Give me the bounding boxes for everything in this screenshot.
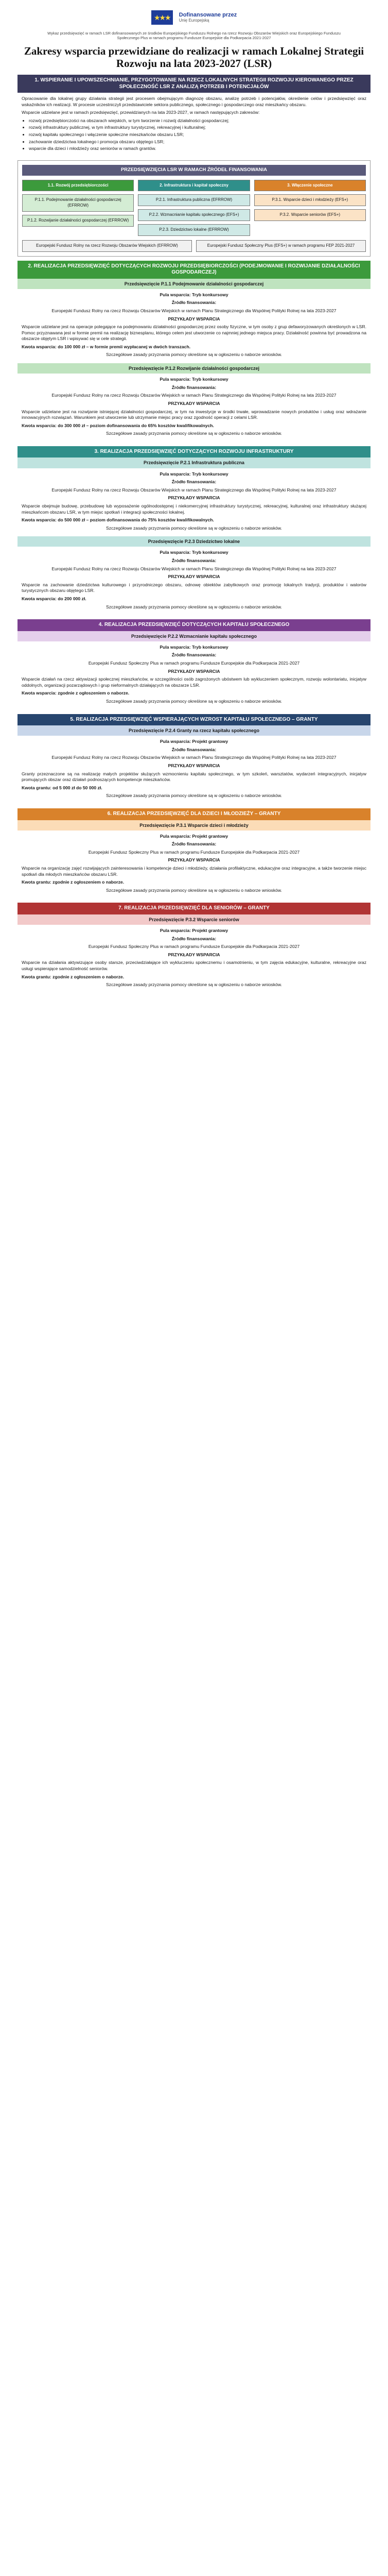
funding-source: Europejski Fundusz Społeczny Plus w ramach programu Fundusze Europejskie dla Podkarpacia 2021-2027 — [88, 849, 300, 855]
support-description: Granty przeznaczone są na realizację małych projektów służących wzmocnieniu kapitału społecznego, w tym szkoleń, warsztatów, wydarzeń integracyjnych, inicjatyw promujących obszar oraz działań podnoszących kompetencje mieszkańców. — [22, 771, 366, 783]
section-1-list — [29, 118, 366, 152]
strategy-diagram — [17, 160, 371, 257]
undertaking-body — [17, 374, 371, 442]
section-1-p1: Opracowanie dla lokalnej grupy działania strategii jest procesem obejmującym diagnozę obszaru, analizę potrzeb i potencjałów, określenie celów i przedsięwzięć oraz wskaźników ich realizacji. W procesie uczestniczyli przedstawiciele sektora publicznego, społecznego i gospodarczego oraz mieszkańcy obszaru. — [22, 96, 366, 107]
section-head: 3. REALIZACJA PRZEDSIĘWZIĘĆ DOTYCZĄCYCH ROZWOJU INFRASTRUKTURY — [17, 446, 371, 458]
support-description: Wsparcie działań na rzecz aktywizacji społecznej mieszkańców, w szczególności osób zagrożonych ubóstwem lub wykluczeniem społecznym, rozwoju wolontariatu, inicjatyw oddolnych, organizacji pozarządowych i grup nieformalnych działających na obszarze LSR. — [22, 676, 366, 688]
support-description: Wsparcie obejmuje budowę, przebudowę lub wyposażenie ogólnodostępnej i niekomercyjnej infrastruktury turystycznej, rekreacyjnej, kulturalnej oraz infrastruktury służącej mieszkańcom obszaru LSR, w tym miejsc spotkań i integracji społeczności lokalnej. — [22, 503, 366, 515]
diagram-column-1 — [22, 180, 134, 236]
section-head: 7. REALIZACJA PRZEDSIĘWZIĘĆ DLA SENIORÓW – GRANTY — [17, 903, 371, 914]
logo-main-text: Dofinansowane przez — [179, 11, 237, 18]
support-note: Szczegółowe zasady przyznania pomocy określone są w ogłoszeniu o naborze wniosków. — [105, 982, 283, 988]
funding-label: Źródło finansowania: — [171, 747, 217, 752]
diagram-item: P.3.1. Wsparcie dzieci i młodzieży (EFS+) — [254, 194, 366, 206]
undertaking-body — [17, 289, 371, 363]
funding-label: Źródło finansowania: — [171, 558, 217, 564]
diagram-item: P.3.2. Wsparcie seniorów (EFS+) — [254, 209, 366, 221]
support-label: PRZYKŁADY WSPARCIA — [168, 400, 220, 406]
budget-mode: Pula wsparcia: Tryb konkursowy — [160, 377, 228, 382]
funding-source: Europejski Fundusz Rolny na rzecz Rozwoju Obszarów Wiejskich w ramach Planu Strategicznego dla Wspólnej Polityki Rolnej na lata 2023-2027 — [51, 393, 337, 398]
support-label: PRZYKŁADY WSPARCIA — [168, 668, 220, 674]
diagram-goal-1: 1.1. Rozwój przedsiębiorczości — [22, 180, 134, 192]
budget-mode: Pula wsparcia: Projekt grantowy — [160, 833, 228, 839]
support-note: Szczegółowe zasady przyznania pomocy określone są w ogłoszeniu o naborze wniosków. — [105, 699, 283, 704]
logo-text — [179, 12, 237, 24]
funding-source: Europejski Fundusz Rolny na rzecz Rozwoju Obszarów Wiejskich w ramach Planu Strategicznego dla Wspólnej Polityki Rolnej na lata 2023-2027 — [51, 308, 337, 313]
support-description: Wsparcie na organizację zajęć rozwijających zainteresowania i kompetencje dzieci i młodzieży, działania profilaktyczne, edukacyjne oraz integracyjne, a także tworzenie miejsc spotkań dla młodych mieszkańców obszaru LSR. — [22, 866, 366, 877]
funding-label: Źródło finansowania: — [171, 936, 217, 941]
undertaking-body — [17, 468, 371, 537]
section-head: 6. REALIZACJA PRZEDSIĘWZIĘĆ DLA DZIECI I MŁODZIEŻY – GRANTY — [17, 808, 371, 820]
support-amount: Kwota wsparcia: do 200 000 zł. — [22, 596, 86, 602]
diagram-funding-sources — [22, 240, 366, 252]
logo-sub-text: Unię Europejską — [179, 18, 209, 23]
support-amount: Kwota wsparcia: do 500 000 zł – poziom dofinansowania do 75% kosztów kwalifikowalnych. — [22, 517, 214, 523]
list-item: • wsparcie dla dzieci i młodzieży oraz seniorów w ramach grantów. — [29, 146, 366, 152]
undertaking-body — [17, 925, 371, 993]
support-label: PRZYKŁADY WSPARCIA — [168, 857, 220, 863]
section-1-head: 1. WSPIERANIE I UPOWSZECHNIANIE, PRZYGOTOWANIE NA RZECZ LOKALNYCH STRATEGII ROZWOJU KIEROWANEGO PRZEZ SPOŁECZNOŚĆ LSR Z ANALIZĄ POTRZEB I POTENCJAŁÓW — [17, 75, 371, 93]
undertaking-title: Przedsięwzięcie P.2.1 Infrastruktura publiczna — [17, 457, 371, 468]
undertaking-body — [17, 831, 371, 899]
budget-mode: Pula wsparcia: Tryb konkursowy — [160, 292, 228, 297]
support-amount: Kwota wsparcia: zgodnie z ogłoszeniem o naborze. — [22, 690, 130, 696]
undertaking-title: Przedsięwzięcie P.3.1 Wsparcie dzieci i młodzieży — [17, 820, 371, 831]
diagram-item: P.2.1. Infrastruktura publiczna (EFRROW) — [138, 194, 250, 206]
eu-flag-icon: ★★★ — [151, 10, 173, 25]
support-sections — [17, 261, 371, 997]
budget-mode: Pula wsparcia: Tryb konkursowy — [160, 550, 228, 555]
budget-mode: Pula wsparcia: Projekt grantowy — [160, 928, 228, 934]
funding-source: Europejski Fundusz Rolny na rzecz Rozwoju Obszarów Wiejskich w ramach Planu Strategicznego dla Wspólnej Polityki Rolnej na lata 2023-2027 — [51, 566, 337, 571]
support-note: Szczegółowe zasady przyznania pomocy określone są w ogłoszeniu o naborze wniosków. — [105, 604, 283, 609]
undertaking-body — [17, 547, 371, 615]
funding-source: Europejski Fundusz Rolny na rzecz Rozwoju Obszarów Wiejskich w ramach Planu Strategicznego dla Wspólnej Polityki Rolnej na lata 2023-2027 — [51, 487, 337, 493]
funding-source: Europejski Fundusz Rolny na rzecz Rozwoju Obszarów Wiejskich w ramach Planu Strategicznego dla Wspólnej Polityki Rolnej na lata 2023-2027 — [51, 755, 337, 760]
list-item: • rozwój przedsiębiorczości na obszarach wiejskich, w tym tworzenie i rozwój działalności gospodarczej; — [29, 118, 366, 124]
section-spacer — [17, 710, 371, 714]
funding-label: Źródło finansowania: — [171, 479, 217, 485]
diagram-title: PRZEDSIĘWZIĘCIA LSR W RAMACH ŹRÓDEŁ FINANSOWANIA — [22, 165, 366, 176]
support-label: PRZYKŁADY WSPARCIA — [168, 574, 220, 580]
undertaking-body — [17, 641, 371, 710]
diagram-item: P.1.2. Rozwijanie działalności gospodarczej (EFRROW) — [22, 215, 134, 227]
section-1-body — [17, 93, 371, 156]
support-note: Szczegółowe zasady przyznania pomocy określone są w ogłoszeniu o naborze wniosków. — [105, 887, 283, 893]
section-spacer — [17, 615, 371, 619]
header-note: Wykaz przedsięwzięć w ramach LSR dofinansowanych ze środków Europejskiego Funduszu Rolnego na rzecz Rozwoju Obszarów Wiejskich oraz Europejskiego Funduszu Społecznego Plus w ramach programu Fundusze Europejskie dla Podkarpacia 2021-2027 — [47, 31, 341, 41]
section-head: 2. REALIZACJA PRZEDSIĘWZIĘĆ DOTYCZĄCYCH ROZWOJU PRZEDSIĘBIORCZOŚCI (PODEJMOWANIE I ROZWIJANIE DZIAŁALNOŚCI GOSPODARCZEJ) — [17, 261, 371, 279]
support-description: Wsparcie udzielane jest na rozwijanie istniejącej działalności gospodarczej, w tym na inwestycje w środki trwałe, wprowadzanie nowych produktów i usług oraz wdrażanie innowacyjnych rozwiązań. Warunkiem jest utworzenie lub utrzymanie miejsc pracy oraz zgodność operacji z celami LSR. — [22, 409, 366, 420]
list-item: • rozwój kapitału społecznego i włączenie społeczne mieszkańców obszaru LSR; — [29, 132, 366, 138]
section-spacer — [17, 442, 371, 446]
support-amount: Kwota wsparcia: do 300 000 zł – poziom dofinansowania do 65% kosztów kwalifikowalnych. — [22, 422, 214, 428]
diagram-column-2 — [138, 180, 250, 236]
section-head: 4. REALIZACJA PRZEDSIĘWZIĘĆ DOTYCZĄCYCH KAPITAŁU SPOŁECZNEGO — [17, 619, 371, 631]
logo-bar — [17, 7, 371, 28]
undertaking-title: Przedsięwzięcie P.1.1 Podejmowanie działalności gospodarczej — [17, 279, 371, 289]
list-item: • rozwój infrastruktury publicznej, w tym infrastruktury turystycznej, rekreacyjnej i kulturalnej; — [29, 125, 366, 131]
support-label: PRZYKŁADY WSPARCIA — [168, 763, 220, 769]
funding-source: Europejski Fundusz Społeczny Plus w ramach programu Fundusze Europejskie dla Podkarpacia 2021-2027 — [88, 944, 300, 950]
diagram-column-3 — [254, 180, 366, 236]
support-amount: Kwota wsparcia: do 100 000 zł – w formie premii wypłacanej w dwóch transzach. — [22, 344, 191, 349]
diagram-item: P.1.1. Podejmowanie działalności gospodarczej (EFRROW) — [22, 194, 134, 212]
funding-source: Europejski Fundusz Społeczny Plus w ramach programu Fundusze Europejskie dla Podkarpacia 2021-2027 — [88, 660, 300, 666]
undertaking-title: Przedsięwzięcie P.2.4 Granty na rzecz kapitału społecznego — [17, 725, 371, 736]
undertaking-title: Przedsięwzięcie P.1.2 Rozwijanie działalności gospodarczej — [17, 363, 371, 374]
support-label: PRZYKŁADY WSPARCIA — [168, 316, 220, 321]
budget-mode: Pula wsparcia: Tryb konkursowy — [160, 644, 228, 650]
funding-source-efs: Europejski Fundusz Społeczny Plus (EFS+) w ramach programu FEP 2021-2027 — [196, 240, 366, 252]
funding-label: Źródło finansowania: — [171, 300, 217, 306]
undertaking-title: Przedsięwzięcie P.3.2 Wsparcie seniorów — [17, 914, 371, 925]
support-note: Szczegółowe zasady przyznania pomocy określone są w ogłoszeniu o naborze wniosków. — [105, 525, 283, 531]
diagram-goal-3: 3. Włączenie społeczne — [254, 180, 366, 192]
section-spacer — [17, 804, 371, 808]
diagram-goal-2: 2. Infrastruktura i kapitał społeczny — [138, 180, 250, 192]
support-note: Szczegółowe zasady przyznania pomocy określone są w ogłoszeniu o naborze wniosków. — [105, 352, 283, 358]
section-spacer — [17, 993, 371, 997]
support-amount: Kwota grantu: zgodnie z ogłoszeniem o naborze. — [22, 974, 125, 979]
diagram-item: P.2.2. Wzmacnianie kapitału społecznego (EFS+) — [138, 209, 250, 221]
undertaking-body — [17, 736, 371, 804]
support-description: Wsparcie na działania aktywizujące osoby starsze, przeciwdziałające ich wykluczeniu społecznemu i osamotnieniu, w tym zajęcia edukacyjne, kulturalne, rekreacyjne oraz usługi wspierające samodzielność seniorów. — [22, 960, 366, 972]
list-item: • zachowanie dziedzictwa lokalnego i promocja obszaru objętego LSR; — [29, 139, 366, 145]
diagram-columns — [22, 180, 366, 236]
section-spacer — [17, 899, 371, 903]
support-label: PRZYKŁADY WSPARCIA — [168, 952, 220, 957]
undertaking-title: Przedsięwzięcie P.2.2 Wzmacnianie kapitału społecznego — [17, 631, 371, 641]
budget-mode: Pula wsparcia: Projekt grantowy — [160, 739, 228, 744]
funding-label: Źródło finansowania: — [171, 652, 217, 658]
budget-mode: Pula wsparcia: Tryb konkursowy — [160, 471, 228, 477]
support-note: Szczegółowe zasady przyznania pomocy określone są w ogłoszeniu o naborze wniosków. — [105, 793, 283, 799]
support-amount: Kwota grantu: zgodnie z ogłoszeniem o naborze. — [22, 879, 125, 885]
funding-source-efrrow: Europejski Fundusz Rolny na rzecz Rozwoju Obszarów Wiejskich (EFRROW) — [22, 240, 192, 252]
diagram-item: P.2.3. Dziedzictwo lokalne (EFRROW) — [138, 224, 250, 236]
funding-label: Źródło finansowania: — [171, 841, 217, 847]
support-label: PRZYKŁADY WSPARCIA — [168, 495, 220, 501]
section-head: 5. REALIZACJA PRZEDSIĘWZIĘĆ WSPIERAJĄCYCH WZROST KAPITAŁU SPOŁECZNEGO – GRANTY — [17, 714, 371, 726]
page-title: Zakresy wsparcia przewidziane do realizacji w ramach Lokalnej Strategii Rozwoju na lata 2023-2027 (LSR) — [24, 44, 364, 70]
undertaking-title: Przedsięwzięcie P.2.3 Dziedzictwo lokalne — [17, 536, 371, 547]
support-amount: Kwota grantu: od 5 000 zł do 50 000 zł. — [22, 785, 102, 790]
funding-label: Źródło finansowania: — [171, 384, 217, 390]
support-description: Wsparcie na zachowanie dziedzictwa kulturowego i przyrodniczego obszaru, odnowę obiektów zabytkowych oraz promocję lokalnych tradycji, produktów i walorów turystycznych obszaru objętego LSR. — [22, 582, 366, 594]
support-note: Szczegółowe zasady przyznania pomocy określone są w ogłoszeniu o naborze wniosków. — [105, 431, 283, 436]
section-1-p2: Wsparcie udzielane jest w ramach przedsięwzięć, przewidzianych na lata 2023-2027, w ramach następujących zakresów: — [22, 110, 260, 115]
support-description: Wsparcie udzielane jest na operacje polegające na podejmowaniu działalności gospodarczej przez osoby fizyczne, w tym osoby z grup defaworyzowanych określonych w LSR. Pomoc przyznawana jest w formie premii na realizację biznesplanu, którego celem jest utworzenie co najmniej jednego miejsca pracy. Działalność powinna być prowadzona na obszarze objętym LSR i wpisywać się w cele strategii. — [22, 324, 366, 342]
